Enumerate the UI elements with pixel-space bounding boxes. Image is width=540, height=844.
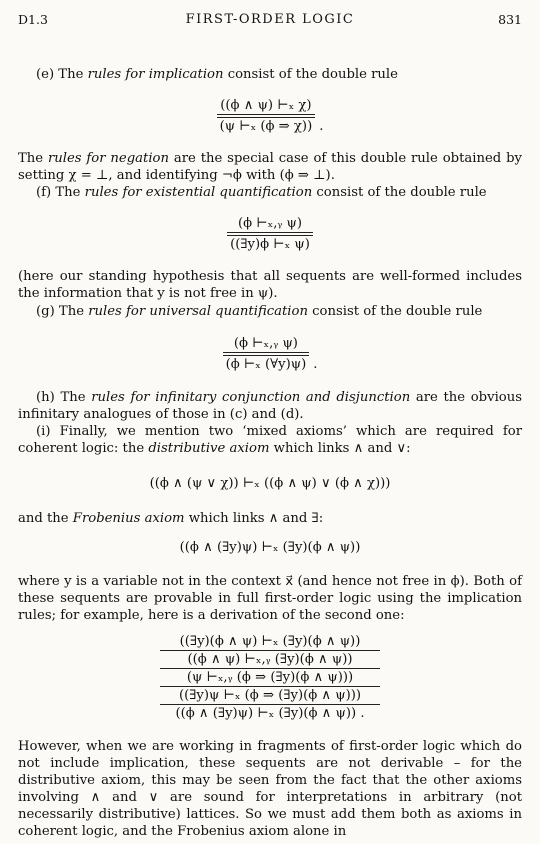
rule-implication: $\frac{\text{((ϕ ∧ ψ) ⊢ₓ χ)}}{\text{(ψ ⊢ₓ (ϕ ⇒ χ))}}$ . xyxy=(0,98,540,134)
paragraph-e: (e) The rules for implication consist of the double rule xyxy=(36,67,398,82)
term-universal: rules for universal quantification xyxy=(88,304,308,319)
term-distributive: distributive axiom xyxy=(148,441,270,456)
distributive-axiom: ((ϕ ∧ (ψ ∨ χ)) ⊢ₓ ((ϕ ∧ ψ) ∨ (ϕ ∧ χ))) xyxy=(149,476,391,491)
rule-existential xyxy=(0,216,540,252)
paragraph-g: (g) The rules for universal quantification consist of the double rule xyxy=(36,304,483,319)
derivation-line: ((∃y)(ϕ ∧ ψ) ⊢ₓ (∃y)(ϕ ∧ ψ)) xyxy=(179,634,361,649)
derivation-line: ((∃y)ψ ⊢ₓ (ϕ ⇒ (∃y)(ϕ ∧ ψ))) xyxy=(178,688,362,703)
rule-conclusion: (ϕ ⊢ₓ (∀y)ψ) xyxy=(225,357,307,372)
rule-conclusion: ((∃y)ϕ ⊢ₓ ψ) xyxy=(230,237,310,252)
paragraph-here: (here our standing hypothesis that all sequents are well-formed includes the information that y is not free in ψ). xyxy=(18,269,522,301)
derivation-line: ((ϕ ∧ ψ) ⊢ₓ,ᵧ (∃y)(ϕ ∧ ψ)) xyxy=(187,652,353,667)
section-label: D1.3 xyxy=(18,12,48,27)
derivation-line: (ψ ⊢ₓ,ᵧ (ϕ ⇒ (∃y)(ϕ ∧ ψ))) xyxy=(186,670,354,685)
term-infinitary: rules for infinitary conjunction and disjunction xyxy=(91,390,411,405)
chapter-title: FIRST-ORDER LOGIC xyxy=(185,12,355,27)
page-number: 831 xyxy=(498,12,522,27)
term-negation: rules for negation xyxy=(47,151,169,166)
paragraph-negation: The rules for negation are the special case of this double rule obtained by setting χ = ⊥, and identifying ¬ϕ with (ϕ ⇒ ⊥). xyxy=(18,151,522,183)
rule-premise: (ϕ ⊢ₓ,ᵧ ψ) xyxy=(233,336,298,351)
term-implication: rules for implication xyxy=(87,67,224,82)
paragraph-frobenius: and the Frobenius axiom which links ∧ and ∃: xyxy=(18,511,324,526)
derivation-tree xyxy=(160,634,380,721)
term-existential: rules for existential quantification xyxy=(84,185,313,200)
paragraph-where: where y is a variable not in the context x⃗ (and hence not free in ϕ). Both of these sequents are provable in full first-order logic using the implication rules; for example, here is a derivation of the second one: xyxy=(18,574,522,623)
paragraph-however: However, when we are working in fragments of first-order logic which do not include implication, these sequents are not derivable – for the distributive axiom, this may be seen from the fact that the other axioms involving ∧ and ∨ are sound for interpretations in arbitrary (not necessarily distributive) lattices. So we must add them both as axioms in coherent logic, and the Frobenius axiom alone in xyxy=(18,739,522,839)
paragraph-h: (h) The rules for infinitary conjunction and disjunction are the obvious infinitary analogues of those in (c) and (d). xyxy=(18,390,522,422)
rule-universal: $\frac{\text{(ϕ ⊢ₓ,ᵧ ψ)}}{\text{(ϕ ⊢ₓ (∀y)ψ)}}$ . xyxy=(0,336,540,372)
rule-conclusion: (ψ ⊢ₓ (ϕ ⇒ χ)) xyxy=(219,119,313,134)
paragraph-i: (i) Finally, we mention two ‘mixed axioms’ which are required for coherent logic: the distributive axiom which links ∧ and ∨: xyxy=(18,424,522,456)
paragraph-f: (f) The rules for existential quantification consist of the double rule xyxy=(36,185,487,200)
running-header xyxy=(18,12,522,32)
rule-premise: ((ϕ ∧ ψ) ⊢ₓ χ) xyxy=(220,98,312,113)
rule-premise: (ϕ ⊢ₓ,ᵧ ψ) xyxy=(237,216,303,231)
term-frobenius: Frobenius axiom xyxy=(72,511,185,526)
derivation-line: ((ϕ ∧ (∃y)ψ) ⊢ₓ (∃y)(ϕ ∧ ψ)) . xyxy=(175,706,365,721)
frobenius-axiom: ((ϕ ∧ (∃y)ψ) ⊢ₓ (∃y)(ϕ ∧ ψ)) xyxy=(179,540,361,555)
